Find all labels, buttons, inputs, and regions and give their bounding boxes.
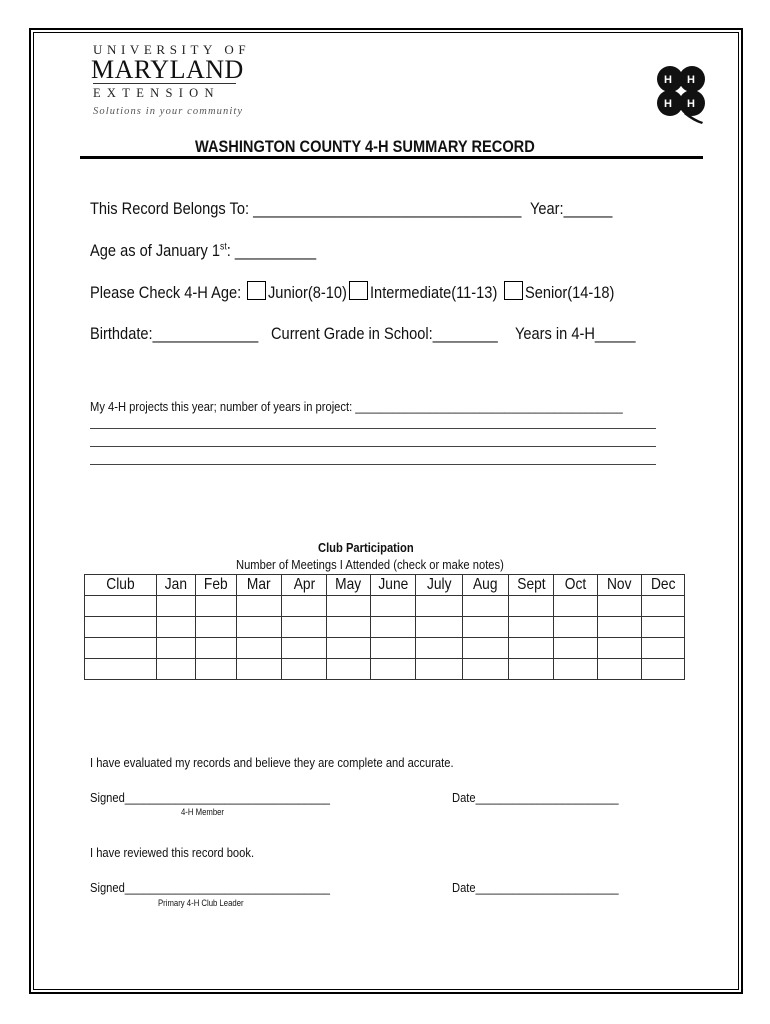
birthdate-field[interactable]: Birthdate:_____________: [90, 324, 259, 343]
table-cell[interactable]: [157, 659, 196, 680]
member-caption: 4-H Member: [181, 807, 225, 817]
svg-text:H: H: [664, 74, 672, 86]
club-participation-subheading: Number of Meetings I Attended (check or make notes): [236, 557, 504, 572]
table-cell[interactable]: [642, 659, 685, 680]
table-cell[interactable]: [371, 659, 416, 680]
table-row: [85, 617, 685, 638]
four-h-clover-icon: [648, 62, 714, 126]
member-statement: I have evaluated my records and believe they are complete and accurate.: [90, 755, 454, 770]
table-cell[interactable]: [282, 617, 327, 638]
table-cell[interactable]: [196, 659, 237, 680]
column-header: Feb: [196, 575, 237, 596]
projects-line[interactable]: [90, 428, 656, 429]
table-cell[interactable]: [642, 638, 685, 659]
member-signature-field[interactable]: Signed_________________________________: [90, 790, 331, 805]
table-header-row: [85, 575, 685, 596]
table-cell[interactable]: [416, 659, 463, 680]
senior-label: Senior(14-18): [525, 283, 615, 302]
year-field[interactable]: Year:______: [530, 199, 613, 218]
projects-field[interactable]: My 4-H projects this year; number of years in project: ___________________________________________: [90, 399, 623, 414]
table-cell[interactable]: [371, 596, 416, 617]
club-participation-heading: Club Participation: [318, 540, 414, 555]
column-header: July: [416, 575, 463, 596]
table-cell[interactable]: [371, 638, 416, 659]
leader-signature-field[interactable]: Signed_________________________________: [90, 880, 331, 895]
table-cell[interactable]: [463, 617, 509, 638]
table-cell[interactable]: [237, 638, 282, 659]
junior-label: Junior(8-10): [268, 283, 347, 302]
table-cell[interactable]: [237, 617, 282, 638]
column-header: Oct: [554, 575, 598, 596]
senior-checkbox[interactable]: [504, 281, 523, 300]
table-cell[interactable]: [554, 596, 598, 617]
page-title: WASHINGTON COUNTY 4-H SUMMARY RECORD: [195, 137, 535, 156]
intermediate-label: Intermediate(11-13): [370, 283, 498, 302]
table-cell[interactable]: [282, 638, 327, 659]
age-label: Age as of January 1: [90, 241, 221, 260]
table-cell[interactable]: [554, 617, 598, 638]
table-cell[interactable]: [196, 638, 237, 659]
leader-caption: Primary 4-H Club Leader: [158, 898, 244, 908]
table-cell[interactable]: [327, 638, 371, 659]
table-cell[interactable]: [237, 659, 282, 680]
table-cell[interactable]: [85, 596, 157, 617]
table-cell[interactable]: [509, 596, 554, 617]
table-cell[interactable]: [509, 659, 554, 680]
table-cell[interactable]: [237, 596, 282, 617]
table-cell[interactable]: [196, 596, 237, 617]
logo-tagline: Solutions in your community: [93, 106, 244, 117]
table-cell[interactable]: [282, 596, 327, 617]
column-header: Jan: [157, 575, 196, 596]
table-cell[interactable]: [157, 596, 196, 617]
intermediate-checkbox[interactable]: [349, 281, 368, 300]
table-cell[interactable]: [554, 659, 598, 680]
table-cell[interactable]: [598, 659, 642, 680]
table-cell[interactable]: [598, 596, 642, 617]
age-blank: : __________: [226, 241, 317, 260]
svg-text:H: H: [664, 98, 672, 110]
column-header: Aug: [463, 575, 509, 596]
leader-date-field[interactable]: Date_______________________: [452, 880, 619, 895]
table-cell[interactable]: [463, 596, 509, 617]
logo-extension-text: EXTENSION: [93, 86, 220, 100]
record-owner-field[interactable]: This Record Belongs To: _________________________________: [90, 199, 522, 218]
table-cell[interactable]: [598, 617, 642, 638]
table-cell[interactable]: [416, 617, 463, 638]
leader-statement: I have reviewed this record book.: [90, 845, 255, 860]
column-header: May: [327, 575, 371, 596]
column-header: Club: [85, 575, 157, 596]
table-cell[interactable]: [85, 617, 157, 638]
table-row: [85, 659, 685, 680]
projects-line[interactable]: [90, 446, 656, 447]
grade-field[interactable]: Current Grade in School:________: [271, 324, 498, 343]
projects-line[interactable]: [90, 464, 656, 465]
table-cell[interactable]: [416, 596, 463, 617]
table-cell[interactable]: [642, 596, 685, 617]
table-cell[interactable]: [327, 596, 371, 617]
table-cell[interactable]: [642, 617, 685, 638]
table-cell[interactable]: [282, 659, 327, 680]
svg-text:H: H: [687, 98, 695, 110]
table-cell[interactable]: [598, 638, 642, 659]
table-cell[interactable]: [196, 617, 237, 638]
junior-checkbox[interactable]: [247, 281, 266, 300]
table-cell[interactable]: [327, 617, 371, 638]
column-header: Sept: [509, 575, 554, 596]
table-cell[interactable]: [554, 638, 598, 659]
years-in-4h-field[interactable]: Years in 4-H_____: [515, 324, 636, 343]
age-field[interactable]: [90, 241, 316, 261]
table-cell[interactable]: [509, 638, 554, 659]
title-underline: [80, 156, 703, 159]
age-superscript: st: [220, 241, 227, 253]
column-header: Apr: [282, 575, 327, 596]
column-header: Nov: [598, 575, 642, 596]
column-header: June: [371, 575, 416, 596]
table-cell[interactable]: [85, 659, 157, 680]
table-row: [85, 638, 685, 659]
table-cell[interactable]: [85, 638, 157, 659]
column-header: Mar: [237, 575, 282, 596]
table-cell[interactable]: [157, 617, 196, 638]
logo-university-text: UNIVERSITY OF: [93, 42, 251, 57]
table-cell[interactable]: [157, 638, 196, 659]
logo-divider: [93, 83, 236, 84]
table-cell[interactable]: [416, 638, 463, 659]
member-date-field[interactable]: Date_______________________: [452, 790, 619, 805]
table-cell[interactable]: [509, 617, 554, 638]
table-cell[interactable]: [463, 638, 509, 659]
table-cell[interactable]: [327, 659, 371, 680]
table-cell[interactable]: [463, 659, 509, 680]
age-check-label: Please Check 4-H Age:: [90, 283, 242, 302]
column-header: Dec: [642, 575, 685, 596]
logo-maryland-text: MARYLAND: [91, 55, 244, 84]
svg-text:H: H: [687, 74, 695, 86]
table-cell[interactable]: [371, 617, 416, 638]
table-row: [85, 596, 685, 617]
club-attendance-table: [84, 574, 685, 680]
